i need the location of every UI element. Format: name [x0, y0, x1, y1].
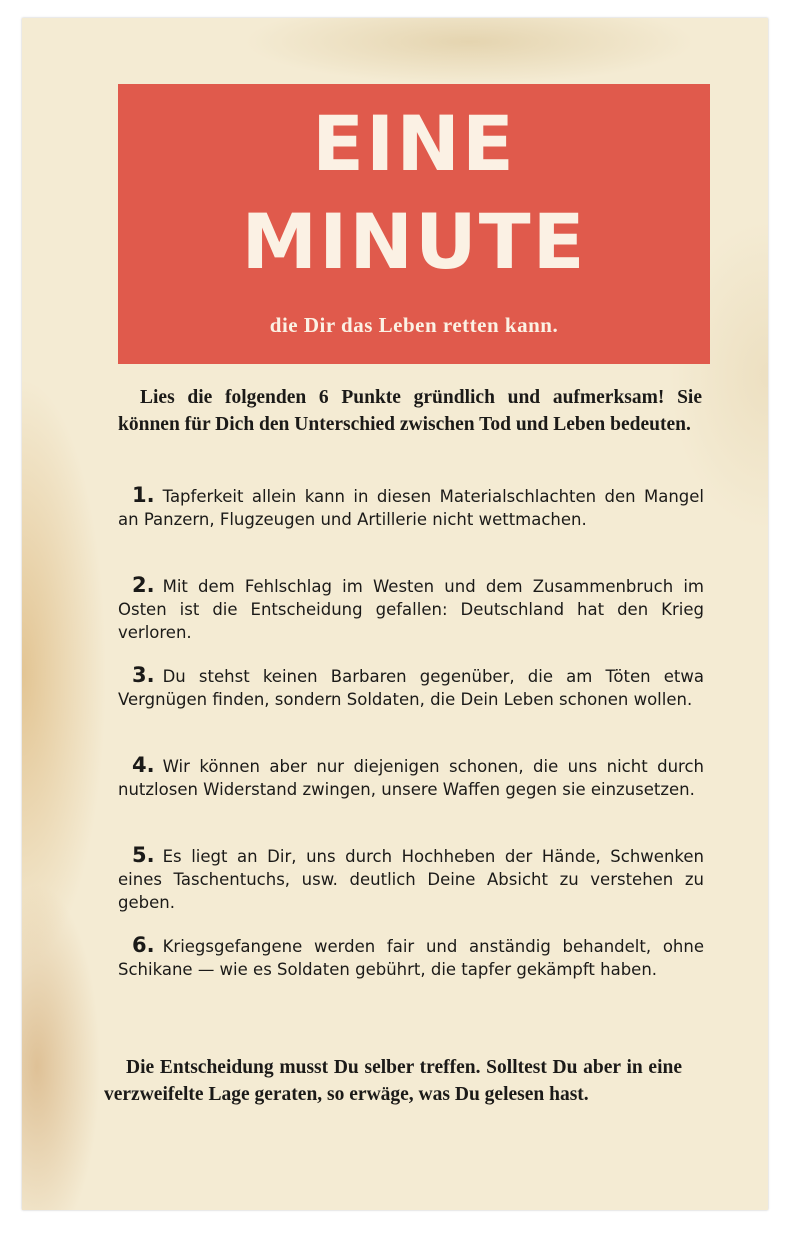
point-3 — [118, 664, 704, 711]
title-line-eine: EINE — [312, 99, 516, 188]
point-text: Mit dem Fehlschlag im Westen und dem Zusammenbruch im Osten ist die Entscheidung gefallen: Deutschland hat den Krieg verloren. — [118, 577, 704, 642]
point-text: Du stehst keinen Barbaren gegenüber, die am Töten etwa Vergnügen finden, sondern Soldaten, die Dein Leben schonen wollen. — [118, 667, 704, 709]
point-number: 3. — [132, 663, 155, 687]
point-4 — [118, 754, 704, 801]
point-text: Es liegt an Dir, uns durch Hochheben der Hände, Schwenken eines Taschentuchs, usw. deutlich Deine Absicht zu verstehen zu geben. — [118, 847, 704, 912]
leaflet-sheet — [22, 18, 768, 1210]
point-2 — [118, 574, 704, 644]
point-number: 1. — [132, 483, 155, 507]
point-6 — [118, 934, 704, 981]
point-text: Wir können aber nur diejenigen schonen, die uns nicht durch nutzlosen Widerstand zwingen, unsere Waffen gegen sie einzusetzen. — [118, 757, 704, 799]
point-number: 2. — [132, 573, 155, 597]
point-text: Kriegsgefangene werden fair und anständig behandelt, ohne Schikane — wie es Soldaten gebührt, die tapfer gekämpft haben. — [118, 937, 704, 979]
title-line-minute: MINUTE — [241, 197, 587, 286]
point-text: Tapferkeit allein kann in diesen Materialschlachten den Mangel an Panzern, Flugzeugen und Artillerie nicht wettmachen. — [118, 487, 704, 529]
point-number: 6. — [132, 933, 155, 957]
point-5 — [118, 844, 704, 914]
intro-paragraph: Lies die folgenden 6 Punkte gründlich und aufmerksam! Sie können für Dich den Unterschied zwischen Tod und Leben bedeuten. — [118, 387, 702, 435]
closing-paragraph: Die Entscheidung musst Du selber treffen. Solltest Du aber in eine verzweifelte Lage geraten, so erwäge, was Du gelesen hast. — [104, 1057, 682, 1105]
point-number: 4. — [132, 753, 155, 777]
point-number: 5. — [132, 843, 155, 867]
point-1 — [118, 484, 704, 531]
title-banner — [118, 84, 710, 364]
banner-subtitle: die Dir das Leben retten kann. — [269, 313, 559, 337]
